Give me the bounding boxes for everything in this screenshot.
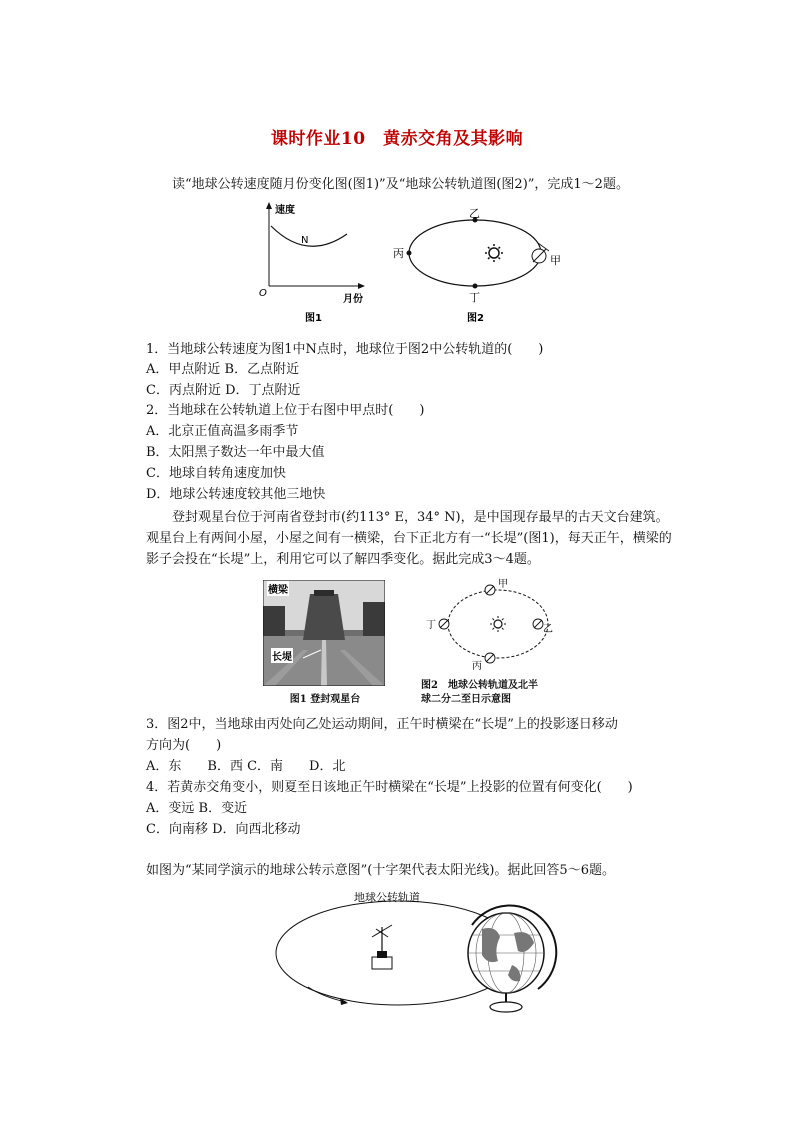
earth-icon [532,243,549,263]
question-3-stem-line2: 方向为( ) [146,738,222,753]
question-4-options-cd: C．向南移 D．向西北移动 [146,822,301,837]
sun-cross-stand [372,925,392,969]
fig2b-label-jia: 甲 [498,579,508,590]
intro-text-2: 登封观星台位于河南省登封市(约113° E，34° N)，是中国现存最早的古天文台建筑。观星台上有两间小屋，小屋之间有一横梁，台下正北方有一“长堤”(图1)，每天正午，横梁的影子会投在“长堤”上，利用它可以了解四季变化。据此完成3～4题。 [146,510,672,567]
sun-icon [485,244,503,262]
question-2-option-b: B．太阳黑子数达一年中最大值 [146,445,325,460]
figure-1-speed-chart [255,200,375,328]
fig2-label-bing: 丙 [393,247,404,260]
question-1-options-cd: C．丙点附近 D．丁点附近 [146,383,301,398]
photo-label-beam: 横梁 [267,581,289,596]
figure-3-orbit-demo [268,885,558,1020]
fig2b-label-bing: 丙 [472,661,482,672]
question-4-stem: 4．若黄赤交角变小，则夏至日该地正午时横梁在“长堤”上投影的位置有何变化( ) [146,780,633,795]
fig2-label-yi: 乙 [469,207,480,220]
fig2-label-jia: 甲 [550,254,561,267]
photo-label-dike: 长堤 [271,648,293,663]
fig1-ylabel: 速度 [275,205,295,216]
question-3-options: A．东 B．西 C．南 D．北 [146,759,346,774]
observatory-photo [263,580,385,686]
question-2-option-c: C．地球自转角速度加快 [146,466,286,481]
intro-text-3: 如图为“某同学演示的地球公转示意图”(十字架代表太阳光线)。据此回答5～6题。 [146,863,615,878]
fig2b-label-yi: 乙 [543,624,553,635]
photo-caption: 图1 登封观星台 [289,694,361,705]
fig1-xlabel: 月份 [343,294,363,305]
question-3-stem-line1: 3．图2中，当地球由丙处向乙处运动期间，正午时横梁在“长堤”上的投影逐日移动 [146,717,618,732]
question-1-stem: 1．当地球公转速度为图1中N点时，地球位于图2中公转轨道的( ) [146,342,544,357]
question-2-stem: 2．当地球在公转轨道上位于右图中甲点时( ) [146,403,425,418]
page-title: 课时作业10 黄赤交角及其影响 [270,129,524,149]
globe-icon [468,906,556,1012]
question-2-option-d: D．地球公转速度较其他三地快 [146,487,326,502]
intro-text-1: 读“地球公转速度随月份变化图(图1)”及“地球公转轨道图(图2)”，完成1～2题。 [172,177,629,192]
fig1-origin: O [259,288,267,299]
sun-icon-small [490,616,506,632]
figure-2-orbit [390,205,570,328]
fig2b-caption-line1: 图2 地球公转轨道及北半 [421,680,538,691]
fig2b-caption-line2: 球二分二至日示意图 [421,694,511,705]
fig2b-label-ding: 丁 [426,620,436,631]
fig1-caption: 图1 [305,313,322,324]
figure-2b-orbit [424,578,554,674]
question-4-options-ab: A．变远 B．变近 [146,801,248,816]
fig1-point-n: N [301,235,309,246]
question-2-option-a: A．北京正值高温多雨季节 [146,424,299,439]
fig2-label-ding: 丁 [469,291,480,304]
fig2-caption: 图2 [467,313,484,324]
question-1-options-ab: A．甲点附近 B．乙点附近 [146,362,300,377]
fig3-orbit-label: 地球公转轨道 [354,891,420,904]
